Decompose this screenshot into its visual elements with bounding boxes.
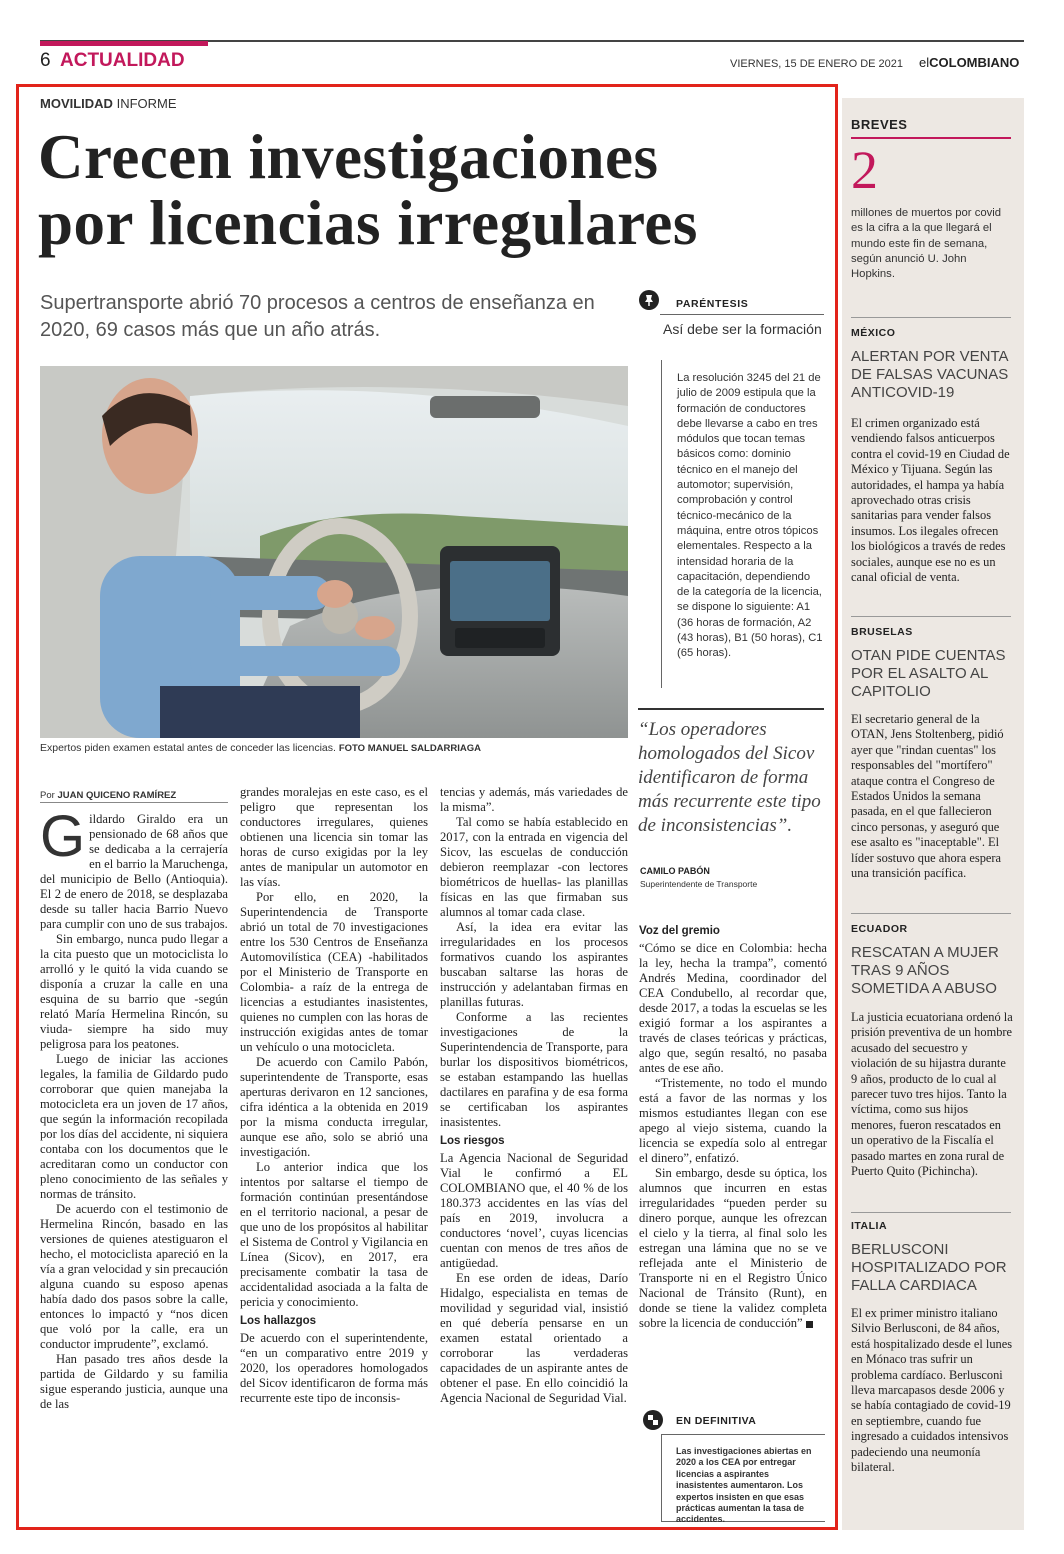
sidebar-divider [851,317,1011,318]
checkered-icon [643,1410,663,1430]
brief-place-italia: ITALIA [851,1220,888,1232]
brief-place-ecuador: ECUADOR [851,923,908,935]
article-photo [40,366,628,738]
breves-big-number: 2 [851,140,878,200]
article-deck: Supertransporte abrió 70 procesos a centros de enseñanza en 2020, 69 casos más que un año atrás. [40,292,595,341]
sidebar-divider [851,1212,1011,1213]
drop-cap: G [40,804,86,869]
section-name: ACTUALIDAD [60,50,185,71]
headline: Crecen investigaciones por licencias irregulares [38,122,698,258]
brief-body-bruselas: El secretario general de la OTAN, Jens Stoltenberg, pidió ayer que "rindan cuentas" los responsables del "mortífero" ataque contra el Congreso de Estados Unidos la semana pasada, en el que fallecieron cinco personas, y aseguró que ese asalto es "inaceptable". El líder sostuvo que ahora espera una transición pacífica. [851,712,1004,881]
pull-quote: “Los operadores homologados del Sicov identificaron de forma más recurrente este tipo de inconsistencias”. [638,719,821,836]
brief-body-ecuador: La justicia ecuatoriana ordenó la prisión preventiva de un hombre acusado del secuestro y violación de su hijastra durante 9 años, producto de lo cual al parecer tuvo tres hijos. Tanto la víctima, como sus hijos menores, fueron rescatados en un operativo de la Fiscalía el pasado martes en zona rural de Puerto Quito (Pichincha). [851,1010,1013,1179]
article-column-4: Voz del gremio “Cómo se dice en Colombia: hecha la ley, hecha la trampa”, comentó Andrés Medina, coordinador del CEA Condubello, al recordar que, desde 2017, a todas la escuelas se les exigió formar a los aspirantes a través de clases teóricas y prácticas, algo que, según resaltó, no pasaba antes de ese año. “Tristemente, no todo el mundo está a favor de las normas y los mismos estudiantes llegan con ese apego al viejo sistema, cuando la licencia se expedía solo al entregar el dinero”, enfatizó. Sin embargo, desde su óptica, los alumnos que incurren en estas irregularidades “pueden perder su dinero porque, aunque les ofrezcan el cielo y la tierra, al final solo les estregan una lámina que no se ve reflejada ante el Ministerio de Transporte ni en el Registro Único Nacional de Tránsito (Runt), en donde se tiene la validez completa sobre la licencia de conducción” [639,925,827,1330]
parentesis-body: La resolución 3245 del 21 de julio de 2009 estipula que la formación de conductores debe llevarse a cabo en tres módulos que tocan temas básicos como: dominio técnico en el manejo del automotor; supervisión, comprobación y control técnico-mecánico de la máquina, entre otros tópicos elementales. Respecto a la intensidad horaria de la capacitación, dependiendo de la categoría de la licencia, se dispone lo siguiente: A1 (36 horas de formación, A2 (43 horas), B1 (50 horas), C1 (65 horas). [677,372,823,660]
en-definitiva-title: EN DEFINITIVA [676,1415,757,1427]
brief-title-mexico: ALERTAN POR VENTA DE FALSAS VACUNAS ANTICOVID-19 [851,348,1009,401]
breves-rule [851,137,1011,139]
parentesis-title: PARÉNTESIS [676,298,749,310]
subhead-riesgos: Los riesgos [440,1135,505,1147]
sidebar-divider [851,913,1011,914]
en-definitiva-body: Las investigaciones abiertas en 2020 a los CEA por entregar licencias a aspirantes inasistentes aumentaron. Los expertos insisten en que esas prácticas aumentan la tasa de accidentes. [676,1446,812,1525]
subhead-hallazgos: Los hallazgos [240,1315,317,1327]
photo-caption: Expertos piden examen estatal antes de conceder las licencias. FOTO MANUEL SALDARRIAGA [40,742,482,754]
end-mark [806,1321,813,1328]
byline-rule [40,802,228,803]
sidebar-divider [851,616,1011,617]
page-number: 6 [40,50,51,71]
breves-lead: millones de muertos por covid es la cifra a la que llegará el mundo este fin de semana, según anunció U. John Hopkins. [851,207,1002,281]
article-column-1: Gildardo Giraldo era un pensionado de 68 años que se dedicaba a la cerrajería en el barrio la Maruchenga, del municipio de Bello (Antioquia). El 2 de enero de 2018, se desplazaba desde su taller hacia Barrio Nuevo para cumplir con uno de sus trabajos. Sin embargo, nunca pudo llegar a la cita puesto que un motociclista lo arrolló y le quitó la vida cuando se disponía a cruzar la calle en una esquina de su barrio que -según relató María Hermelina Rincón, su viuda- siempre ha sido muy peligrosa para los peatones. Luego de iniciar las acciones legales, la familia de Gildardo pudo corroborar que quien manejaba la motocicleta era un joven de 17 años, que según la información recopilada por los días del accidente, ni siquiera contaba con los documentos que le acreditaran como un conductor con pleno conocimiento de las señales y normas de tránsito. De acuerdo con el testimonio de Hermelina Rincón, basado en las versiones de quienes atestiguaron el hecho, el motociclista apareció en la vía a gran velocidad y sin precaución alguna cuando su esposo apenas había dado dos pasos sobre la calle, entonces lo impactó y “nos dicen que voló por la calle, era un conductor imprudente”, exclamó. Han pasado tres años desde la partida de Gildardo y su familia sigue esperando justicia, aunque una de las [40,804,228,1411]
article-column-3: tencias y además, más variedades de la misma”. Tal como se había establecido en 2017, con la entrada en vigencia del Sicov, las escuelas de conducción debieron reemplazar -con lectores biométricos de huellas- las planillas físicas en las que firmaban sus alumnos al tomar cada clase. Así, la idea era evitar las irregularidades en los procesos formativos cuando los aspirantes buscaban saltarse las horas de instrucción y adelantaban firmas en planillas futuras. Conforme a las recientes investigaciones de la Superintendencia de Transporte, para burlar los dispositivos biométricos, se estaban estampando las huellas dactilares en parafina y de esa forma se certificaban los aspirantes inasistentes. Los riesgos La Agencia Nacional de Seguridad Vial le confirmó a EL COLOMBIANO que, el 40 % de los 180.373 accidentes en las vías del país en 2019, involucra a conductores ‘novel’, cuyas licencias cuentan con menos de tres años de antigüedad. En ese orden de ideas, Darío Hidalgo, especialista en temas de movilidad y seguridad vial, insistió en qué debería pensarse en un examen estatal orientado a corroborar las verdaderas capacidades de un aspirante antes de obtener el pase. En ello coincidió la Agencia Nacional de Seguridad Vial. [440,785,628,1405]
subhead-voz-del-gremio: Voz del gremio [639,925,720,937]
section-tab [40,41,208,46]
parentesis-rule [660,314,824,315]
brief-place-bruselas: BRUSELAS [851,626,913,638]
article-kicker: MOVILIDAD INFORME [40,96,177,111]
issue-date: VIERNES, 15 DE ENERO DE 2021 [730,58,904,70]
quote-rule [638,708,824,710]
quote-author-role: Superintendente de Transporte [640,879,758,889]
brief-body-mexico: El crimen organizado está vendiendo falsos anticuerpos contra el covid-19 en Ciudad de México y Tijuana. Según las autoridades, el hampa ya había aprovechado otras crisis sanitarias para vender falsos insumos. Los ilegales ofrecen los biológicos a través de redes sociales, aunque ese no es un canal oficial de venta. [851,416,1010,585]
brief-title-bruselas: OTAN PIDE CUENTAS POR EL ASALTO AL CAPITOLIO [851,647,1006,700]
quote-author: CAMILO PABÓN [640,866,710,876]
brief-title-ecuador: RESCATAN A MUJER TRAS 9 AÑOS SOMETIDA A ABUSO [851,944,999,997]
article-column-2: grandes moralejas en este caso, es el peligro que representan los conductores irregulares, quienes obtienen una licencia sin tomar las horas de curso exigidas por la ley antes de manipular un automotor en las vías. Por ello, en 2020, la Superintendencia de Transporte abrió un total de 70 investigaciones entre los 530 Centros de Enseñanza Automovilística (CEA) -habilitados por el Ministerio de Transporte en Colombia- a raíz de la entrega de licencias a estudiantes inasistentes, quienes no cumplen con las horas de instrucción exigidas antes de tomar un vehículo o una motocicleta. De acuerdo con Camilo Pabón, superintendente de Transporte, esas aperturas derivaron en 12 sanciones, cifra idéntica a la obtenida en 2019 por la misma conducta irregular, aunque ese año, solo se abrió una investigación. Lo anterior indica que los intentos por saltarse el tiempo de formación continúan presentándose en el territorio nacional, a pesar de que uno de los propósitos al habilitar el Sistema de Control y Vigilancia en Línea (Sicov), en 2017, era precisamente combatir la tasa de accidentalidad asociada a la falta de pericia y conocimiento. Los hallazgos De acuerdo con el superintendente, “en un comparativo entre 2019 y 2020, los operadores homologados del Sicov identificaron de forma más recurrente este tipo de inconsis- [240,785,428,1405]
pin-icon [639,290,659,310]
parentesis-subtitle: Así debe ser la formación [663,321,822,337]
brief-place-mexico: MÉXICO [851,327,896,339]
brief-body-italia: El ex primer ministro italiano Silvio Berlusconi, de 84 años, está hospitalizado desde el lunes en Mónaco tras sufrir un problema cardíaco. Berlusconi lleva marcapasos desde 2006 y se había contagiado de covid-19 en septiembre, cuando fue ingresado a cuidados intensivos padeciendo una neumonía bilateral. [851,1306,1013,1475]
masthead: elCOLOMBIANO [919,55,1020,70]
brief-title-italia: BERLUSCONI HOSPITALIZADO POR FALLA CARDIACA [851,1241,1007,1294]
breves-title: BREVES [851,117,908,132]
byline: Por JUAN QUICENO RAMÍREZ [40,790,177,801]
